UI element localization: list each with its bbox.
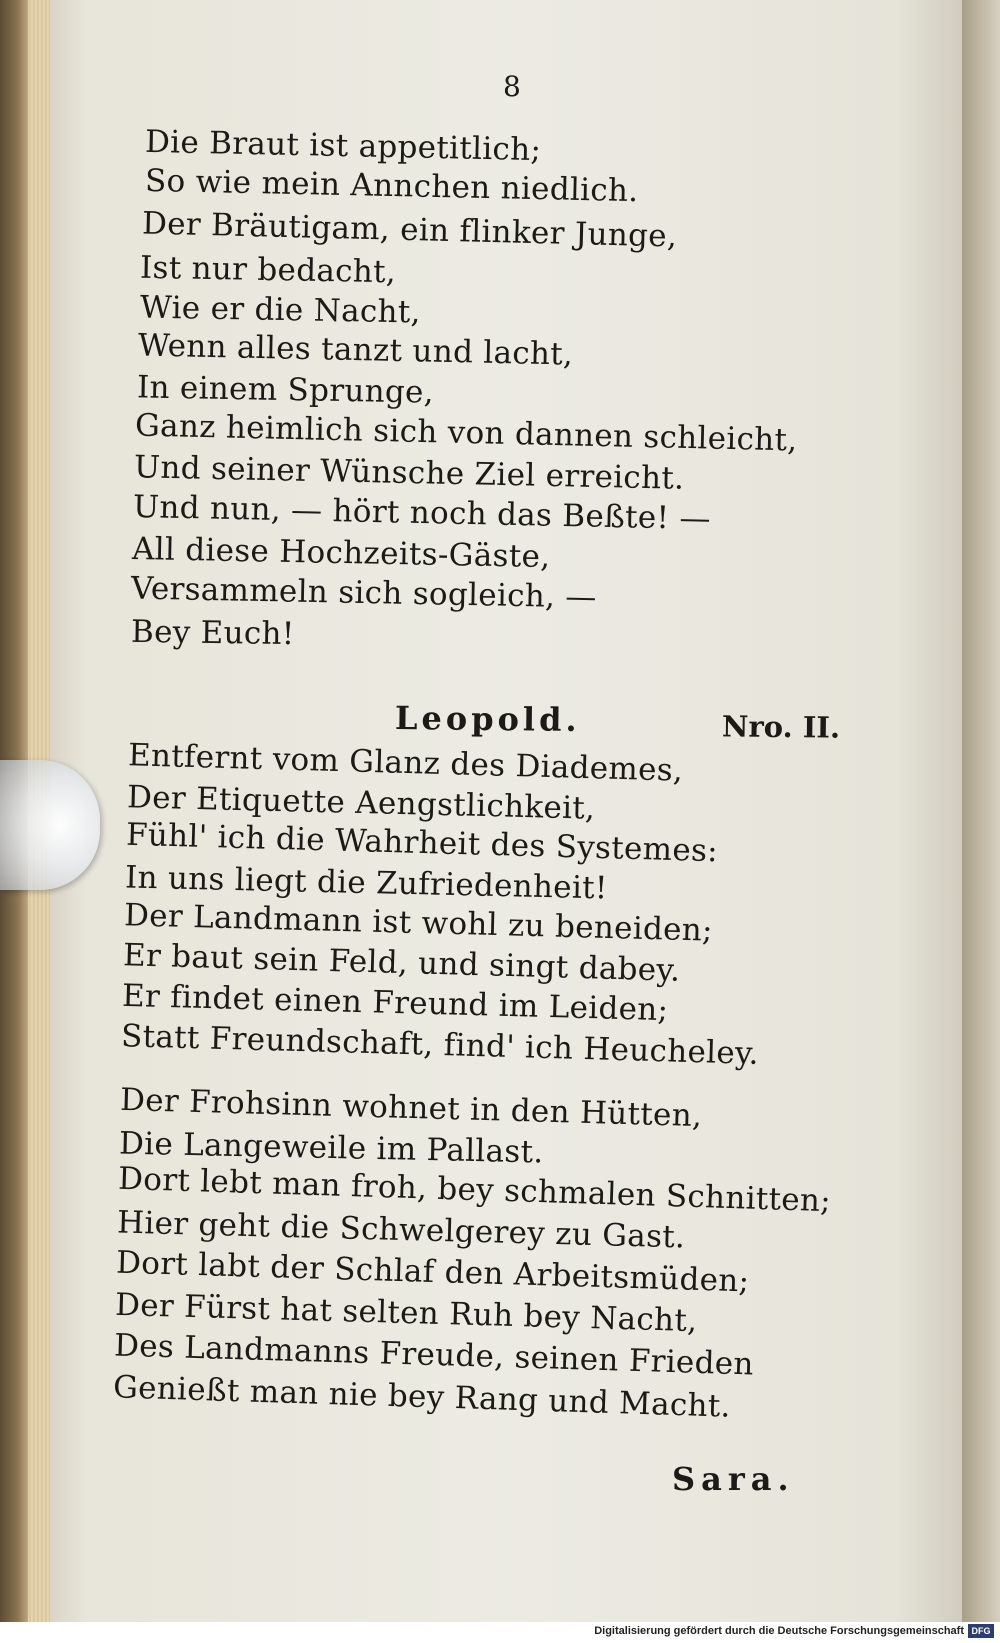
poem-line: Ist nur bedacht, [139, 249, 397, 291]
poem-line: Er baut sein Feld, und singt dabey. [122, 937, 681, 989]
poem-line: Dort labt der Schlaf den Arbeitsmüden; [115, 1244, 750, 1300]
poem-line: Und seiner Wünsche Ziel erreicht. [133, 449, 685, 497]
poem-line: Genießt man nie bey Rang und Macht. [112, 1369, 732, 1425]
poem-line: Der Etiquette Aengstlichkeit, [126, 779, 596, 827]
poem-line: In einem Sprunge, [136, 369, 435, 411]
poem-line: Versammeln sich sogleich, — [130, 570, 598, 616]
poem-line: Der Fürst hat selten Ruh bey Nacht, [114, 1286, 698, 1340]
signature: Sara. [672, 1460, 795, 1498]
poem-line: Bey Euch! [130, 613, 295, 653]
poem-line: In uns liegt die Zufriedenheit! [124, 859, 609, 907]
footer-credit: Digitalisierung gefördert durch die Deutsche Forschungsgemeinschaft [594, 1625, 964, 1637]
poem-number: Nro. II. [721, 709, 841, 745]
facing-page-edge [962, 0, 1000, 1643]
poem-heading: Leopold. [394, 699, 581, 739]
poem-line: Der Frohsinn wohnet in den Hütten, [119, 1081, 703, 1135]
poem-line: Dort lebt man froh, bey schmalen Schnitten; [117, 1160, 832, 1220]
poem-line: Fühl' ich die Wahrheit des Systemes: [125, 816, 719, 870]
dfg-logo: DFG [968, 1624, 994, 1638]
poem-line: So wie mein Annchen niedlich. [144, 162, 639, 210]
poem-line: Hier geht die Schwelgerey zu Gast. [116, 1204, 686, 1256]
poem-line: Wenn alles tanzt und lacht, [137, 327, 574, 373]
poem-line: Ganz heimlich sich von dannen schleicht, [134, 407, 798, 459]
poem-line: Entfernt vom Glanz des Diademes, [127, 737, 684, 789]
poem-line: All diese Hochzeits-Gäste, [131, 530, 551, 576]
poem-line: Statt Freundschaft, find' ich Heucheley. [120, 1018, 760, 1072]
poem-line: Wie er die Nacht, [139, 289, 422, 331]
poem-line: Die Langeweile im Pallast. [118, 1125, 544, 1171]
poem-line: Er findet einen Freund im Leiden; [121, 977, 669, 1029]
poem-line: Der Bräutigam, ein flinker Junge, [141, 205, 678, 255]
poem-line: Der Landmann ist wohl zu beneiden; [123, 897, 714, 949]
poem-line: Die Braut ist appetitlich; [144, 123, 542, 169]
page-number: 8 [503, 70, 521, 103]
poem-line: Und nun, — hört noch das Beßte! — [132, 488, 712, 538]
poem-line: Des Landmanns Freude, seinen Frieden [113, 1327, 755, 1383]
